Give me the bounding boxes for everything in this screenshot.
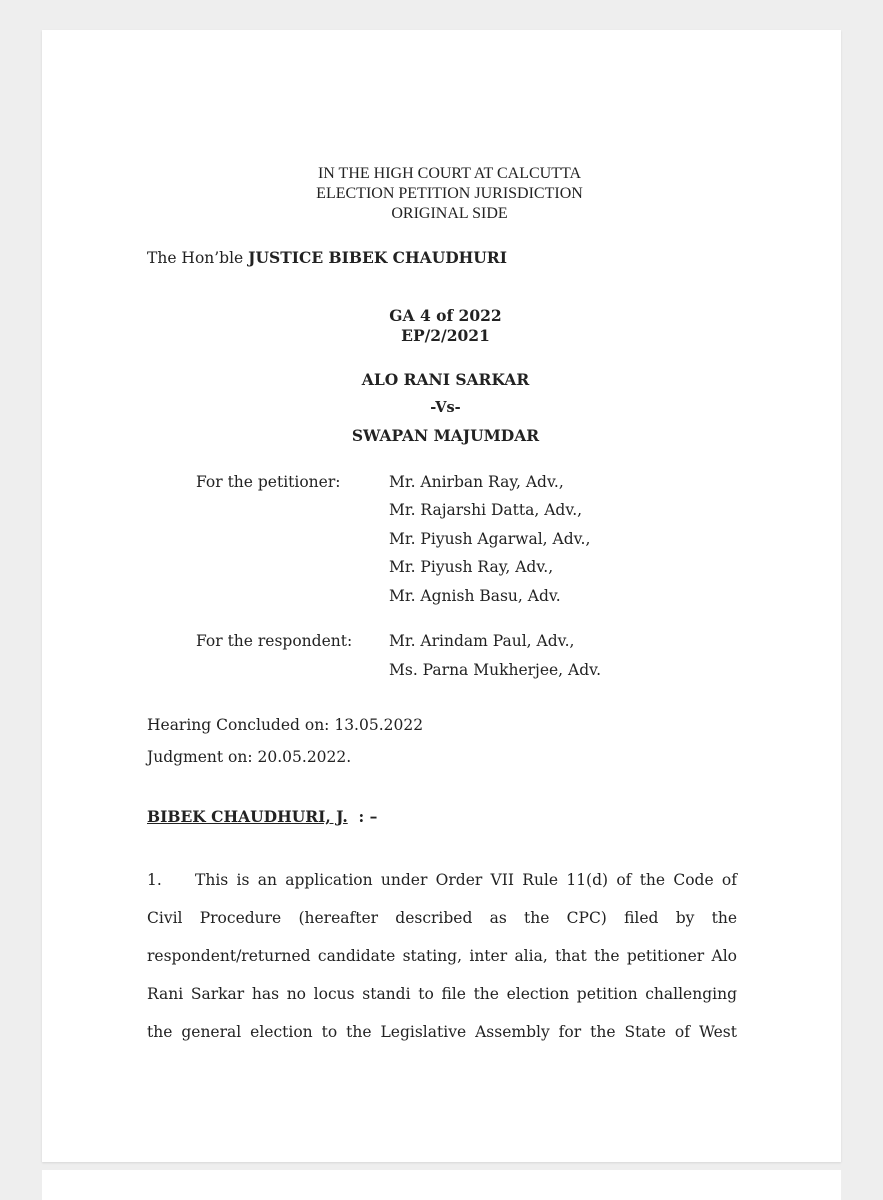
ga-number: GA 4 of 2022 (389, 306, 502, 325)
judgment-date: Judgment on: 20.05.2022. (147, 748, 352, 766)
judge-name: JUSTICE BIBEK CHAUDHURI (248, 248, 507, 267)
counsel-name: Mr. Rajarshi Datta, Adv., (389, 501, 583, 519)
counsel-name: Mr. Anirban Ray, Adv., (389, 473, 564, 491)
respondent-name: SWAPAN MAJUMDAR (351, 426, 540, 445)
petitioner-label: For the petitioner: (196, 473, 341, 491)
next-page-edge (42, 1170, 841, 1200)
side: ORIGINAL SIDE (391, 205, 508, 222)
jurisdiction: ELECTION PETITION JURISDICTION (316, 185, 583, 202)
versus: -Vs- (430, 399, 461, 416)
author-line (147, 807, 377, 827)
counsel-name: Mr. Piyush Ray, Adv., (389, 558, 554, 576)
author-suffix: : – (347, 807, 378, 826)
respondent-label: For the respondent: (196, 632, 353, 650)
counsel-name: Mr. Arindam Paul, Adv., (389, 632, 575, 650)
document-page (42, 30, 841, 1162)
bench-line (147, 248, 507, 268)
author-name: BIBEK CHAUDHURI, J. (147, 807, 348, 826)
ep-number: EP/2/2021 (401, 326, 490, 345)
paragraph-line: respondent/returned candidate stating, inter alia, that the petitioner Alo (147, 947, 737, 965)
paragraph-line: Rani Sarkar has no locus standi to file the election petition challenging (147, 985, 737, 1003)
paragraph-line (147, 861, 737, 899)
bench-prefix: The Hon’ble (147, 249, 249, 267)
paragraph-line: Civil Procedure (hereafter described as the CPC) filed by the (147, 909, 737, 927)
hearing-date: Hearing Concluded on: 13.05.2022 (147, 716, 424, 734)
counsel-name: Mr. Piyush Agarwal, Adv., (389, 530, 591, 548)
counsel-name: Ms. Parna Mukherjee, Adv. (389, 661, 601, 679)
petitioner-name: ALO RANI SARKAR (361, 370, 530, 389)
paragraph-number: 1. (147, 871, 162, 889)
paragraph-line: the general election to the Legislative Assembly for the State of West (147, 1023, 737, 1041)
court-name: IN THE HIGH COURT AT CALCUTTA (317, 165, 582, 182)
paragraph-text: This is an application under Order VII Rule 11(d) of the Code of (195, 871, 737, 889)
counsel-name: Mr. Agnish Basu, Adv. (389, 587, 561, 605)
